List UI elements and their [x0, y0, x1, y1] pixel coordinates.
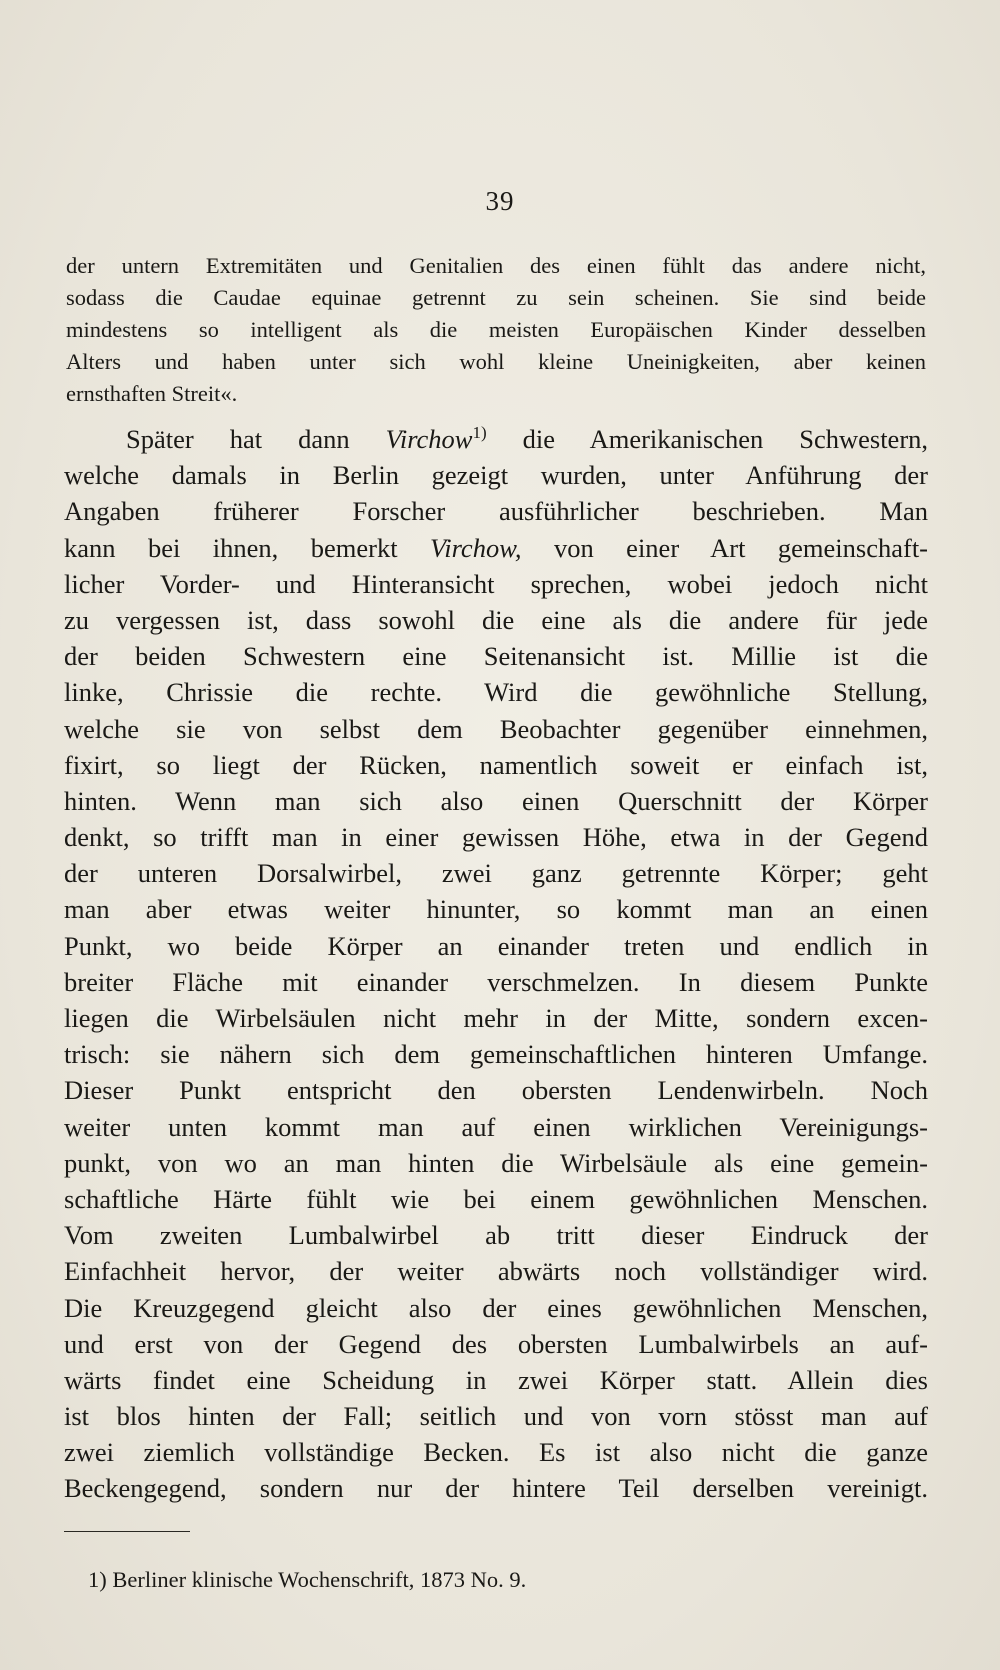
main-line: schaftliche Härte fühlt wie bei einem gewöhnlichen Menschen. [64, 1183, 928, 1214]
main-line: denkt, so trifft man in einer gewissen Höhe, etwa in der Gegend [64, 822, 928, 853]
main-line: und erst von der Gegend des obersten Lumbalwirbels an auf- [64, 1328, 928, 1359]
text-fragment: kann bei ihnen, bemerkt [64, 532, 398, 563]
text-fragment: Später hat dann [126, 424, 350, 454]
main-line: Einfachheit hervor, der weiter abwärts noch vollständiger wird. [64, 1256, 928, 1287]
main-line: der beiden Schwestern eine Seitenansicht ist. Millie ist die [64, 641, 928, 672]
main-line: licher Vorder- und Hinteransicht sprechen, wobei jedoch nicht [64, 568, 928, 599]
main-line: breiter Fläche mit einander verschmelzen. In diesem Punkte [64, 966, 928, 997]
main-line: Punkt, wo beide Körper an einander treten und endlich in [64, 930, 928, 961]
main-line: linke, Chrissie die rechte. Wird die gewöhnliche Stellung, [64, 677, 928, 708]
page-number: 39 [485, 186, 515, 216]
quote-line: Alters und haben unter sich wohl kleine Uneinigkeiten, aber keinen [66, 349, 926, 374]
main-line: der unteren Dorsalwirbel, zwei ganz getrennte Körper; geht [64, 858, 928, 889]
main-line: zwei ziemlich vollständige Becken. Es ist also nicht die ganze [64, 1437, 928, 1468]
main-line: ist blos hinten der Fall; seitlich und von vorn stösst man auf [64, 1401, 928, 1432]
quote-line: der untern Extremitäten und Genitalien des einen fühlt das andere nicht, [66, 253, 926, 278]
author-name-virchow: Virchow, [430, 532, 522, 563]
main-line: hinten. Wenn man sich also einen Querschnitt der Körper [64, 785, 928, 816]
main-line: Angaben früherer Forscher ausführlicher beschrieben. Man [64, 496, 928, 527]
main-line: welche sie von selbst dem Beobachter gegenüber einnehmen, [64, 713, 928, 744]
main-line: fixirt, so liegt der Rücken, namentlich soweit er einfach ist, [64, 749, 928, 780]
quote-line: ernsthaften Streit«. [66, 381, 238, 406]
footnote-reference: 1) [472, 423, 487, 443]
author-name-virchow: Virchow [385, 424, 473, 454]
main-line: punkt, von wo an man hinten die Wirbelsäule als eine gemein- [64, 1147, 928, 1178]
main-line: Dieser Punkt entspricht den obersten Lendenwirbeln. Noch [64, 1075, 928, 1106]
main-line: Beckengegend, sondern nur der hintere Teil derselben vereinigt. [64, 1473, 928, 1504]
text-fragment: von einer Art gemeinschaft- [553, 532, 929, 563]
main-line: wärts findet eine Scheidung in zwei Körper statt. Allein dies [64, 1364, 928, 1395]
main-line [64, 421, 928, 457]
main-line: liegen die Wirbelsäulen nicht mehr in der Mitte, sondern excen- [64, 1003, 928, 1033]
footnote: 1) Berliner klinische Wochenschrift, 1873 No. 9. [88, 1567, 527, 1592]
quote-line: mindestens so intelligent als die meisten Europäischen Kinder desselben [66, 317, 926, 342]
main-line: Die Kreuzgegend gleicht also der eines gewöhnlichen Menschen, [64, 1292, 928, 1323]
quote-paragraph [66, 250, 926, 410]
main-line: Vom zweiten Lumbalwirbel ab tritt dieser Eindruck der [64, 1220, 928, 1251]
main-line: trisch: sie nähern sich dem gemeinschaftlichen hinteren Umfange. [64, 1039, 928, 1070]
main-line: welche damals in Berlin gezeigt wurden, unter Anführung der [64, 460, 928, 491]
text-fragment: die Amerikanischen Schwestern, [522, 424, 929, 454]
quote-line: sodass die Caudae equinae getrennt zu sein scheinen. Sie sind beide [66, 285, 926, 310]
main-line: zu vergessen ist, dass sowohl die eine als die andere für jede [64, 604, 928, 635]
main-line: man aber etwas weiter hinunter, so kommt man an einen [64, 894, 928, 925]
main-line: weiter unten kommt man auf einen wirklichen Vereinigungs- [64, 1111, 928, 1142]
footnote-divider [64, 1531, 190, 1532]
main-line [64, 530, 928, 566]
main-paragraph [64, 421, 928, 1507]
